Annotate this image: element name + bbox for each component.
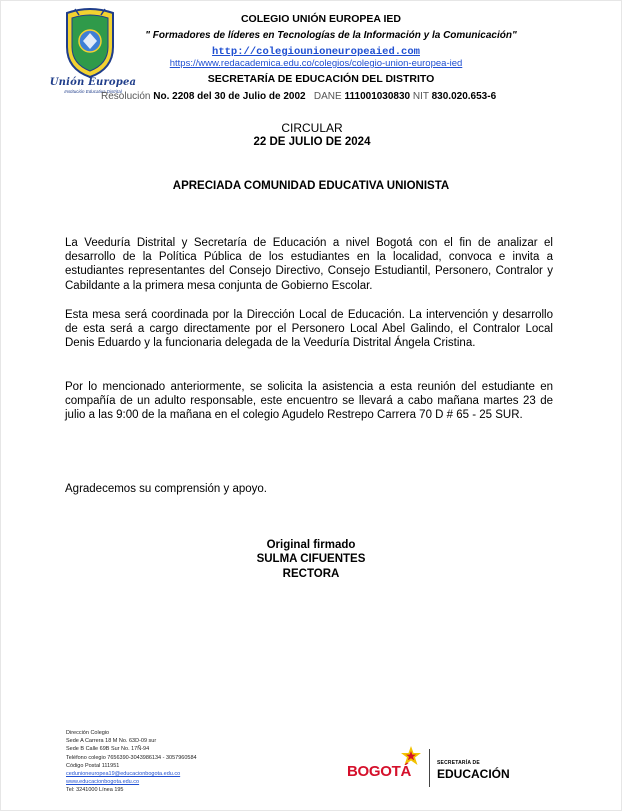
circular-date: 22 DE JULIO DE 2024 [253,136,371,148]
school-website-link[interactable]: http://colegiounioneuropeaied.com [212,46,420,58]
crest-name: Unión Europea [49,77,137,88]
circular-title: CIRCULAR [281,121,343,135]
school-motto: " Formadores de líderes en Tecnologías de la Información y la Comunicación" [145,30,517,41]
footer-web-link[interactable]: www.educacionbogota.edu.co [66,779,140,786]
secretaria-logo-small: SECRETARÍA DE [437,760,480,766]
logo-divider [429,749,430,787]
nit-label: NIT [412,91,429,102]
footer-line: Sede A Carrera 18 M No. 63D-09 sur [66,738,157,745]
signatory-name: SULMA CIFUENTES [256,553,366,565]
school-name: COLEGIO UNIÓN EUROPEA IED [240,13,402,25]
redacademica-link[interactable]: https://www.redacademica.edu.co/colegios/colegio-union-europea-ied [169,58,463,69]
crest-subtitle: Institución Educativa Distrital [64,89,122,94]
body-paragraph-2: Esta mesa será coordinada por la Dirección Local de Educación. La intervención y desarrollo de esta será a cargo directamente por el Personero Local Abel Galindo, el Contralor Local Denis Eduardo y la funcionaria delegada de la Veeduría Distrital Ángela Cristina. [65,309,553,350]
closing-line: Agradecemos su comprensión y apoyo. [65,483,267,495]
school-crest-icon [61,7,119,79]
secretaria-heading: SECRETARÍA DE EDUCACIÓN DEL DISTRITO [207,73,435,85]
footer-line: Código Postal 111951 [66,762,120,769]
dane-label: DANE [313,91,342,102]
footer-phone: Tel: 3241000 Línea 195 [66,787,124,794]
resolution-line [101,91,531,102]
resolution-value: No. 2208 del 30 de Julio de 2002 [153,91,306,102]
educacion-logo-text: EDUCACIÓN [437,767,510,781]
body-paragraph-1: La Veeduría Distrital y Secretaría de Educación a nivel Bogotá con el fin de analizar el desarrollo de la Política Pública de los estudiantes en la localidad, convoca e invita a estudiantes representantes del Consejo Directivo, Consejo Estudiantil, Personero, Contralor y Cabildante a la primera mesa conjunta de Gobierno Escolar. [65,237,553,292]
nit-value: 830.020.653-6 [431,91,497,102]
footer-line: Sede B Calle 69B Sur No. 17Ñ-94 [66,746,150,753]
footer-contact [66,729,306,795]
body-paragraph-3: Por lo mencionado anteriormente, se solicita la asistencia a esta reunión del estudiante en compañía de un adulto responsable, este encuentro se llevará a cabo mañana martes 23 de julio a las 9:00 de la mañana en el colegio Agudelo Restrepo Carrera 70 D # 65 - 25 SUR. [65,381,553,422]
footer-line: Teléfono colegio 7656390-3043986134 - 3057960584 [66,754,197,761]
dane-value: 111001030830 [344,91,411,102]
greeting-heading: APRECIADA COMUNIDAD EDUCATIVA UNIONISTA [172,180,450,192]
resolution-label: Resolución [101,91,151,102]
signature-status: Original firmado [266,539,356,551]
bogota-logo-text: BOGOTÁ [347,763,412,780]
signatory-title: RECTORA [282,568,340,580]
footer-email-link[interactable]: cedunioneuropea19@educacionbogota.edu.co [66,771,181,778]
footer-line: Dirección Colegio [66,730,110,736]
